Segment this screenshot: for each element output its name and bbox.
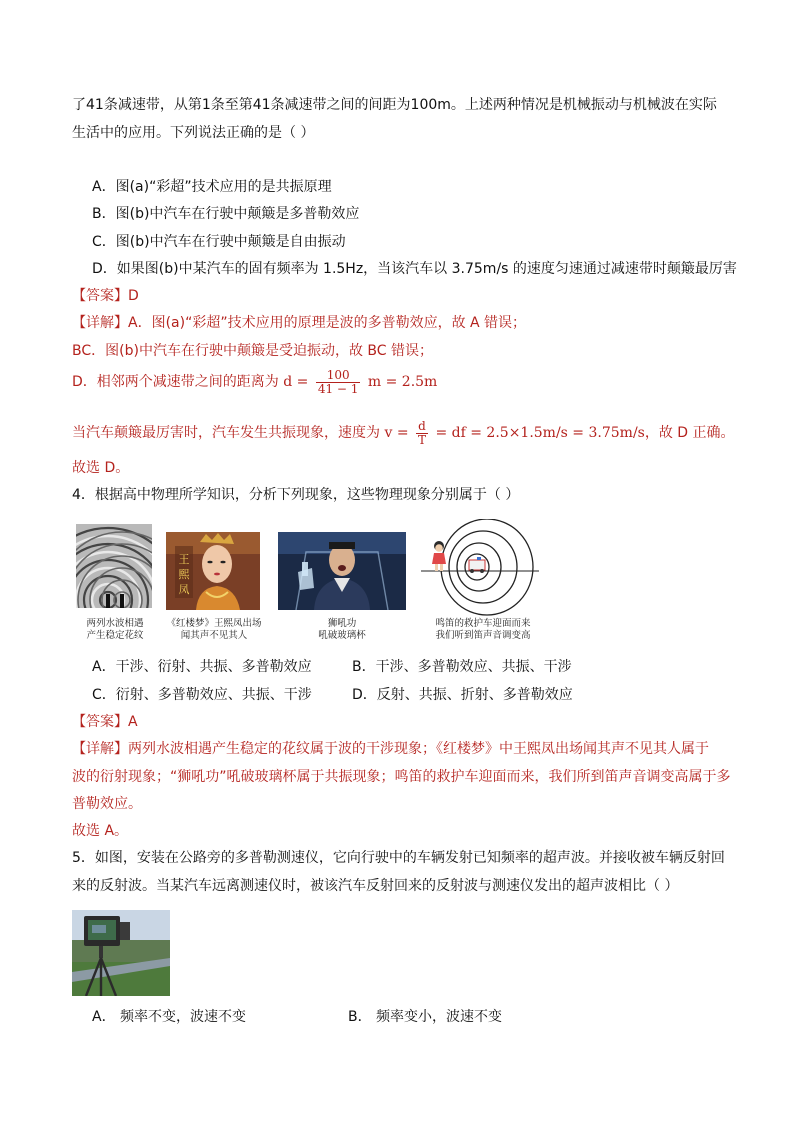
q5-option-b: B． 频率变小，波速不变 <box>348 1009 503 1025</box>
q3-stem-line2: 生活中的应用。下列说法正确的是（ ） <box>72 125 315 141</box>
portrait-title-char-3: 凤 <box>178 583 190 596</box>
q3-answer <box>72 286 139 306</box>
fraction-distance: $\frac{100}{41 - 1}$ <box>317 367 359 396</box>
q3-stem-line1: 了41条减速带，从第1条至第41条减速带之间的间距为100m。上述两种情况是机械振动与机械波在实际 <box>72 97 717 113</box>
q3-detail-line2: BC．图(b)中汽车在行驶中颠簸是受迫振动，故 BC 错误； <box>72 343 433 359</box>
q4-stem: 4．根据高中物理所学知识，分析下列现象，这些物理现象分别属于（ ） <box>72 487 520 503</box>
fraction-speed: $\frac{d}{T}$ <box>418 418 427 447</box>
answer-tag: 【答案】 <box>72 288 128 304</box>
lion-roar-glass-image <box>278 532 406 610</box>
q4-detail-line2: 波的衍射现象；“狮吼功”吼破玻璃杯属于共振现象；鸣笛的救护车迎面而来，我们所到笛声音调变高属于多 <box>72 769 731 785</box>
q3-detail-line3: D．相邻两个减速带之间的距离为 d = $\frac{100}{41 - 1}$ m = 2.5m <box>72 367 438 396</box>
q3-conclusion: 故选 D。 <box>72 460 130 476</box>
q3-option-a: A．图(a)“彩超”技术应用的是共振原理 <box>92 179 332 195</box>
figure-caption-2: 《红楼梦》王熙凤出场 闻其声不见其人 <box>166 618 262 641</box>
q4-option-a: A．干涉、衍射、共振、多普勒效应 <box>92 659 312 675</box>
water-wave-interference-image <box>76 524 152 608</box>
figure-caption-1: 两列水波相遇 产生稳定花纹 <box>86 618 144 641</box>
q3-detail-line1: 【详解】A．图(a)“彩超”技术应用的原理是波的多普勒效应，故 A 错误； <box>72 315 527 331</box>
figure-caption-4: 鸣笛的救护车迎面而来 我们听到笛声音调变高 <box>435 618 531 641</box>
q4-option-b: B．干涉、多普勒效应、共振、干涉 <box>352 659 572 675</box>
q4-option-c: C．衍射、多普勒效应、共振、干涉 <box>92 687 312 703</box>
wang-xifeng-portrait-image <box>166 532 260 610</box>
portrait-title-char-2: 熙 <box>178 568 190 581</box>
q3-option-d: D．如果图(b)中某汽车的固有频率为 1.5Hz，当该汽车以 3.75m/s 的速度匀速通过减速带时颠簸最厉害 <box>92 261 737 277</box>
q4-detail-line1: 【详解】两列水波相遇产生稳定的花纹属于波的干涉现象；《红楼梦》中王熙凤出场闻其声不见其人属于 <box>72 741 709 757</box>
detail-tag: 【详解】 <box>72 741 128 757</box>
answer-value: D <box>128 288 139 304</box>
doppler-speed-radar-photo <box>72 910 170 996</box>
answer-tag: 【答案】 <box>72 714 128 730</box>
q4-option-d: D．反射、共振、折射、多普勒效应 <box>352 687 573 703</box>
detail-tag: 【详解】 <box>72 315 128 331</box>
q3-option-b: B．图(b)中汽车在行驶中颠簸是多普勒效应 <box>92 206 360 222</box>
q5-stem-line2: 来的反射波。当某汽车远离测速仪时，被该汽车反射回来的反射波与测速仪发出的超声波相比（ ） <box>72 878 679 894</box>
formula-d-lhs: d = <box>283 374 309 390</box>
q4-answer <box>72 712 138 732</box>
q5-option-a: A． 频率不变，波速不变 <box>92 1009 247 1025</box>
q4-detail-line3: 普勒效应。 <box>72 796 142 812</box>
ambulance-doppler-diagram <box>421 519 539 619</box>
figure-caption-3: 狮吼功 吼破玻璃杯 <box>318 618 366 641</box>
portrait-title-char-1: 王 <box>178 553 190 566</box>
formula-v-lhs: v = <box>384 425 409 441</box>
q5-stem-line1: 5．如图，安装在公路旁的多普勒测速仪，它向行驶中的车辆发射已知频率的超声波。并接收被车辆反射回 <box>72 850 725 866</box>
q3-option-c: C．图(b)中汽车在行驶中颠簸是自由振动 <box>92 234 346 250</box>
answer-value: A <box>128 714 138 730</box>
q3-detail-line4: 当汽车颠簸最厉害时，汽车发生共振现象，速度为 v = $\frac{d}{T}$ = df = 2.5×1.5m/s = 3.75m/s，故 D 正确。 <box>72 418 735 447</box>
q4-conclusion: 故选 A。 <box>72 823 129 839</box>
